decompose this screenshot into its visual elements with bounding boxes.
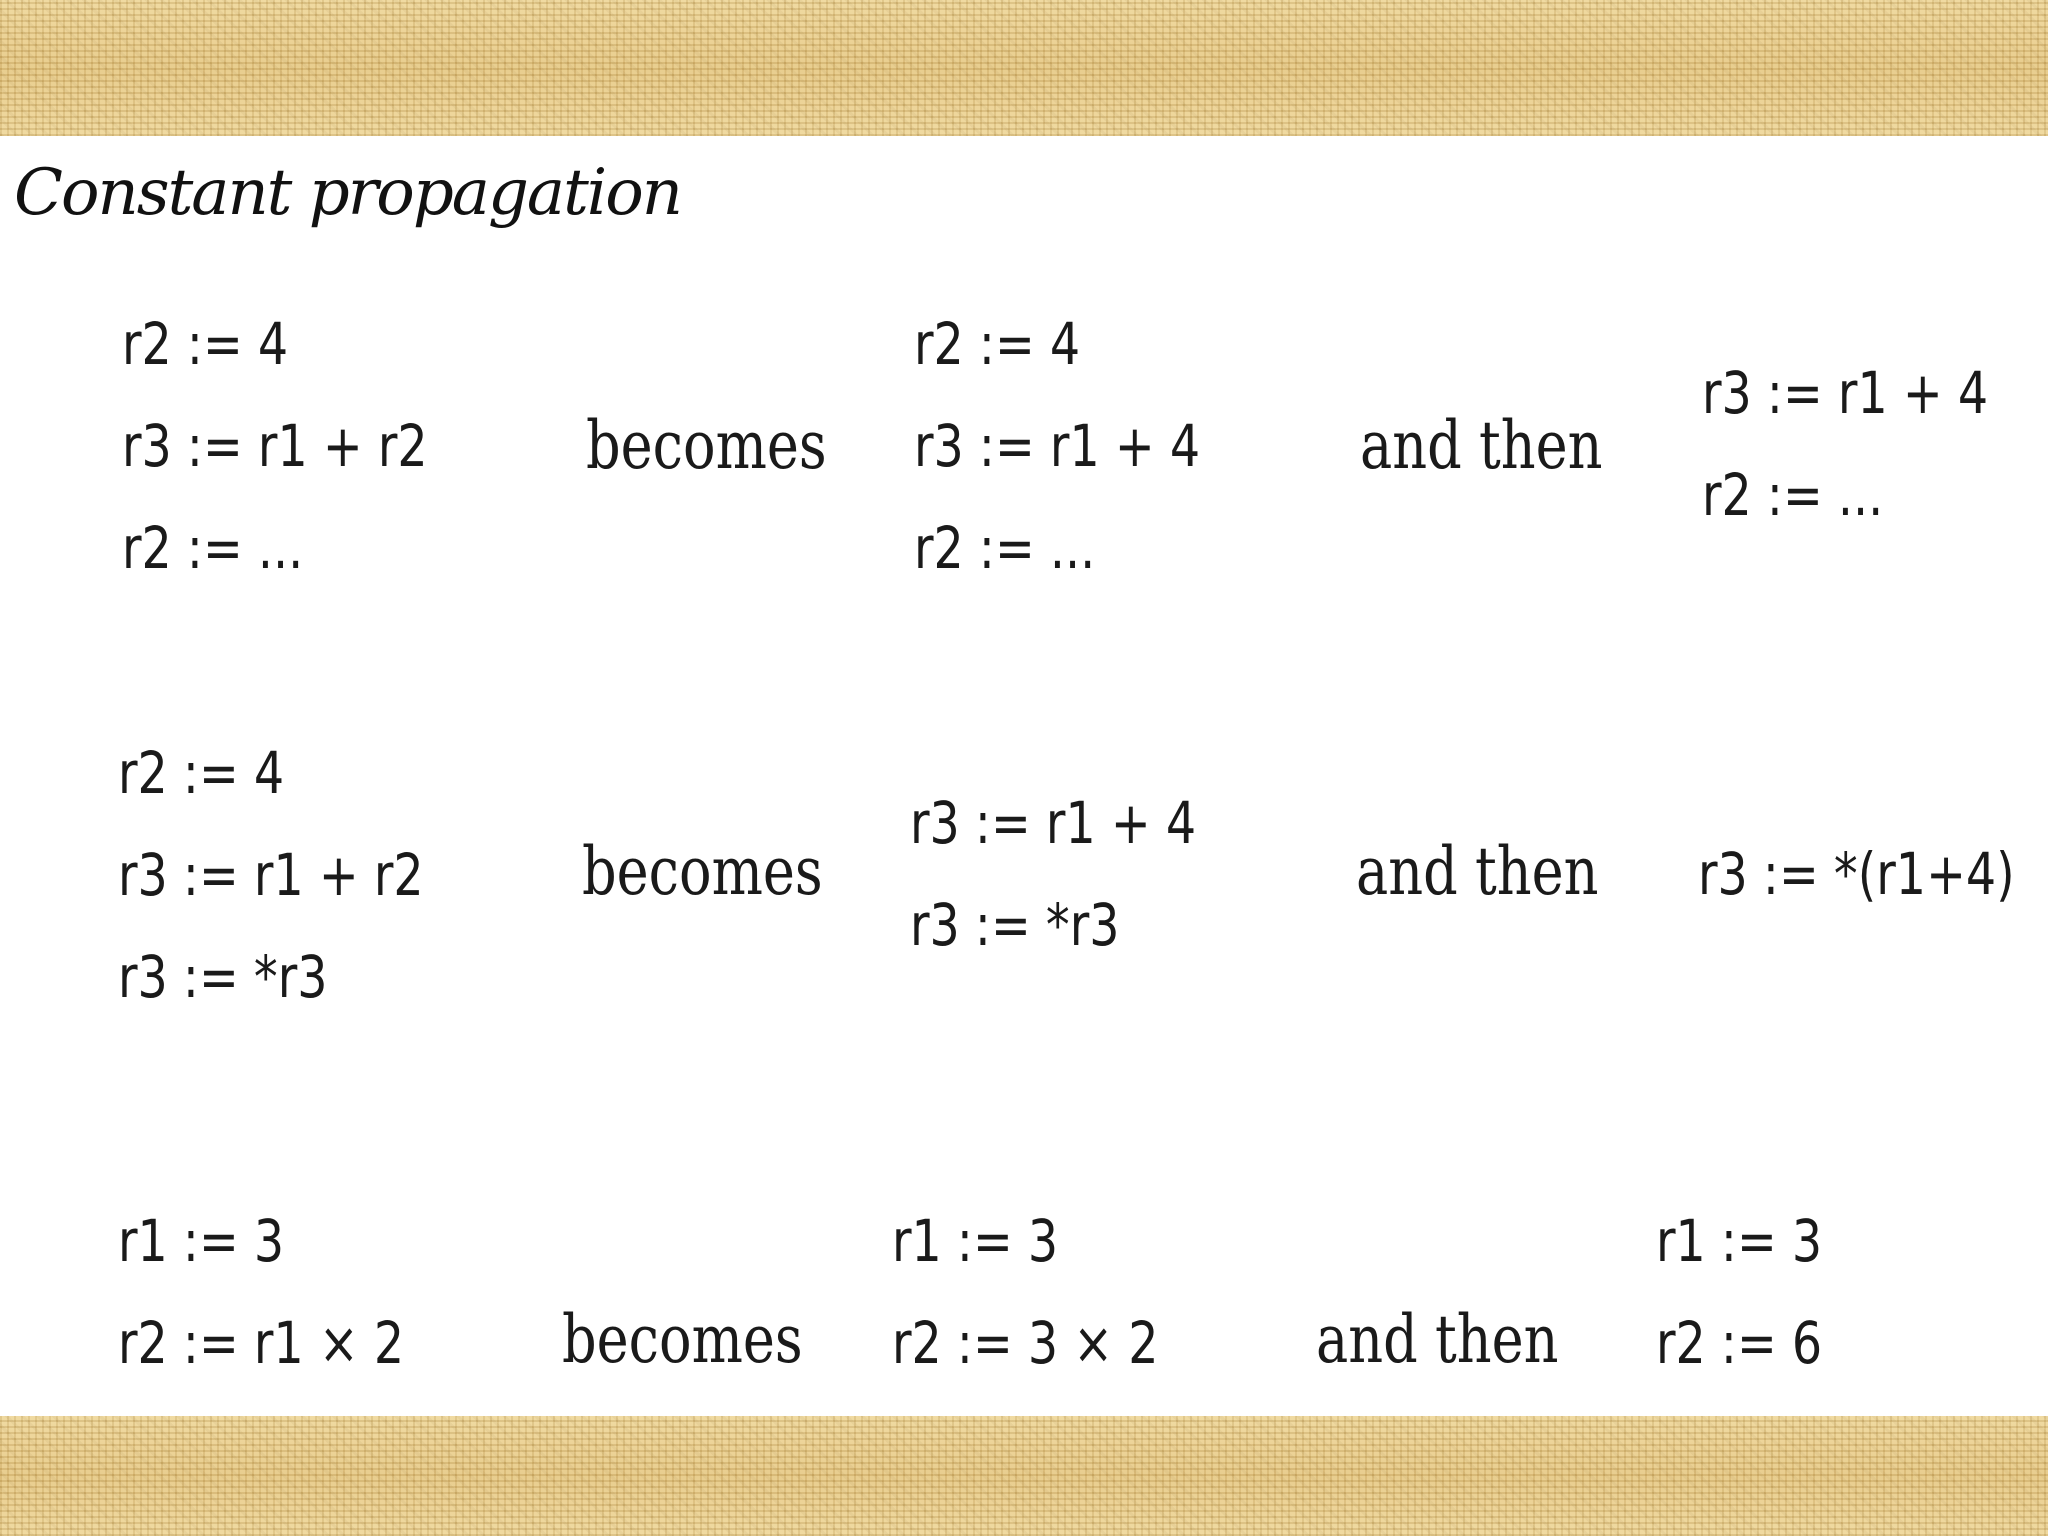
code-line: r1 := 3 — [892, 1207, 1059, 1275]
code-line: r2 := 4 — [118, 739, 285, 807]
code-line: r3 := *r3 — [118, 943, 328, 1011]
example-3-intermediate-code — [892, 1190, 1159, 1394]
slide-title: Constant propagation — [14, 156, 681, 230]
code-line: r3 := r1 + r2 — [122, 412, 428, 480]
code-line: r3 := *r3 — [910, 891, 1120, 959]
code-line: r2 := 6 — [1656, 1309, 1823, 1377]
example-3-final-code — [1656, 1190, 1822, 1394]
example-3-original-code — [118, 1190, 404, 1394]
example-2-final-code — [1698, 823, 2015, 925]
code-line: r1 := 3 — [1656, 1207, 1823, 1275]
code-line: r3 := *(r1+4) — [1698, 840, 2015, 908]
code-line: r2 := ... — [1702, 461, 1884, 529]
code-line: r1 := 3 — [118, 1207, 285, 1275]
example-2-becomes-label: becomes — [582, 833, 823, 910]
code-line: r2 := 4 — [122, 310, 289, 378]
code-line: r2 := r1 × 2 — [118, 1309, 405, 1377]
example-3-and-then-label: and then — [1316, 1301, 1559, 1378]
example-1-intermediate-code — [914, 293, 1200, 599]
example-2-intermediate-code — [910, 772, 1196, 976]
code-line: r3 := r1 + 4 — [1702, 359, 1989, 427]
code-line: r3 := r1 + 4 — [914, 412, 1201, 480]
example-2-original-code — [118, 722, 424, 1028]
code-line: r2 := ... — [914, 514, 1096, 582]
example-1-final-code — [1702, 342, 1988, 546]
bottom-decorative-band — [0, 1416, 2048, 1536]
code-line: r3 := r1 + r2 — [118, 841, 424, 909]
code-line: r2 := 3 × 2 — [892, 1309, 1159, 1377]
example-1-becomes-label: becomes — [586, 407, 827, 484]
example-1-original-code — [122, 293, 428, 599]
code-line: r3 := r1 + 4 — [910, 789, 1197, 857]
code-line: r2 := ... — [122, 514, 304, 582]
example-1-and-then-label: and then — [1360, 407, 1603, 484]
top-decorative-band — [0, 0, 2048, 136]
example-2-and-then-label: and then — [1356, 833, 1599, 910]
code-line: r2 := 4 — [914, 310, 1081, 378]
example-3-becomes-label: becomes — [562, 1301, 803, 1378]
